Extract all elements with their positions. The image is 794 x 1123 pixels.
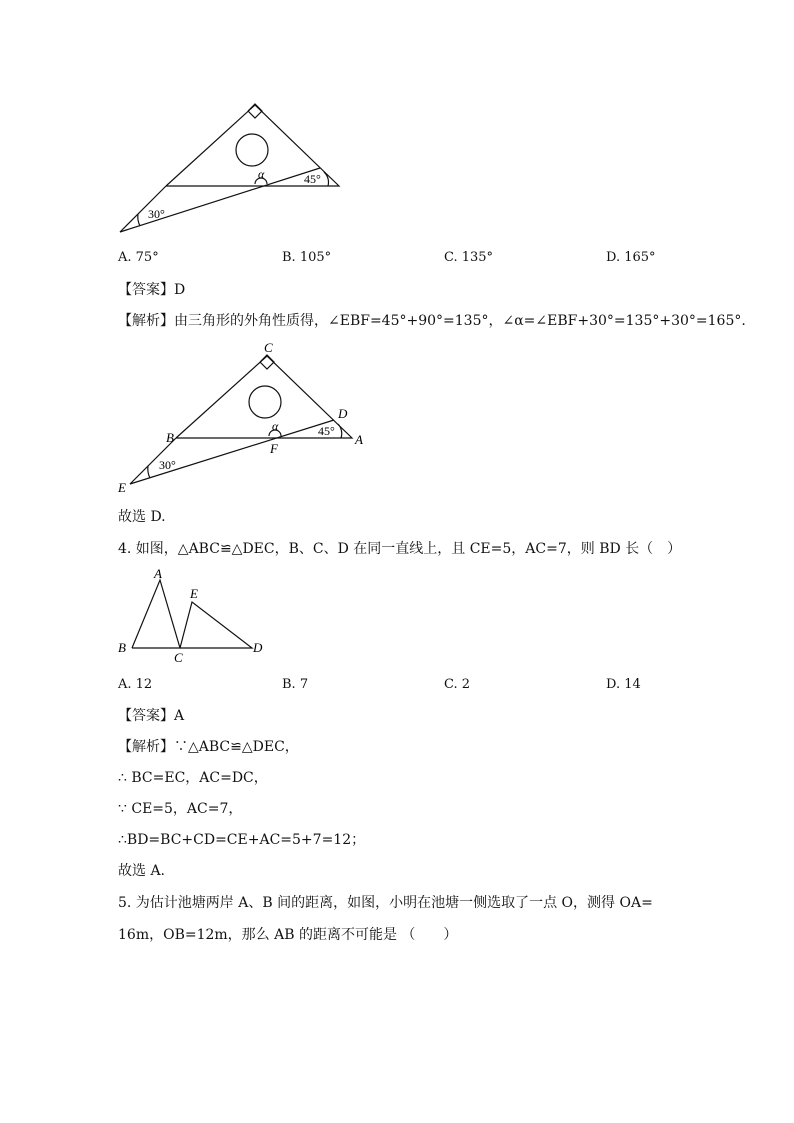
q4-option-c: C. 2 — [444, 677, 471, 692]
analysis-label: 【解析】 — [118, 313, 174, 329]
q5-line-1: 5. 为估计池塘两岸 A、B 间的距离，如图，小明在池塘一侧选取了一点 O，测得 OA= — [118, 895, 653, 911]
q4-figure — [112, 562, 272, 666]
q4-analysis-line-3: ∵ CE=5，AC=7， — [118, 801, 243, 817]
label-c: C — [174, 650, 183, 665]
q3-conclusion: 故选 D. — [118, 509, 166, 525]
alpha-label: α — [272, 419, 279, 433]
label-d: D — [338, 406, 348, 421]
triangle-abc — [132, 580, 180, 648]
ruler-edge — [130, 420, 334, 484]
angle-45-label: 45° — [304, 172, 321, 186]
q3-option-c: C. 135° — [444, 250, 494, 265]
label-b: B — [118, 640, 126, 655]
q3-option-b: B. 105° — [282, 250, 332, 265]
label-b: B — [166, 430, 174, 445]
angle-45-arc — [324, 172, 329, 186]
q3-figure-1 — [112, 98, 352, 240]
q3-analysis — [118, 312, 746, 330]
q4-analysis-line-1: 【解析】∵△ABC≌△DEC， — [118, 739, 299, 755]
q3-option-a: A. 75° — [118, 250, 159, 265]
angle-30-arc — [148, 466, 150, 478]
right-angle-mark — [260, 355, 274, 369]
angle-30-arc — [138, 214, 140, 226]
alpha-label: α — [258, 167, 265, 181]
q3-option-d: D. 165° — [606, 250, 656, 265]
q4-option-d: D. 14 — [606, 677, 641, 692]
angle-30-label: 30° — [159, 458, 176, 472]
q4-answer: 【答案】A — [118, 708, 185, 724]
label-a: A — [355, 432, 363, 447]
label-c: C — [264, 340, 273, 355]
label-d: D — [253, 640, 263, 655]
q4-option-a: A. 12 — [118, 677, 153, 692]
angle-30-label: 30° — [148, 207, 165, 221]
q4-conclusion: 故选 A. — [118, 863, 166, 879]
right-angle-mark — [248, 104, 262, 118]
analysis-text: 由三角形的外角性质得，∠EBF=45°+90°=135°，∠α=∠EBF+30°=135°+30°=165°. — [174, 313, 746, 329]
label-a: A — [154, 566, 162, 581]
q4-analysis-line-2: ∴ BC=EC，AC=DC， — [118, 770, 268, 786]
triangle-hole — [249, 386, 281, 418]
ruler-edge — [120, 168, 320, 232]
angle-45-label: 45° — [318, 424, 335, 438]
label-e: E — [118, 480, 126, 495]
q5-line-2: 16m，OB=12m，那么 AB 的距离不可能是 （ ） — [118, 927, 458, 943]
label-e: E — [190, 586, 198, 601]
q4-question: 4. 如图，△ABC≌△DEC，B、C、D 在同一直线上，且 CE=5，AC=7，则 BD 长（ ） — [118, 541, 682, 557]
q3-answer: 【答案】D — [118, 282, 186, 298]
q4-option-b: B. 7 — [282, 677, 309, 692]
angle-45-arc — [338, 424, 342, 438]
triangle-hole — [236, 134, 268, 166]
label-f: F — [270, 441, 278, 456]
triangle-dec — [180, 602, 252, 648]
q4-analysis-line-4: ∴BD=BC+CD=CE+AC=5+7=12； — [118, 832, 366, 848]
q3-figure-2 — [112, 338, 372, 498]
